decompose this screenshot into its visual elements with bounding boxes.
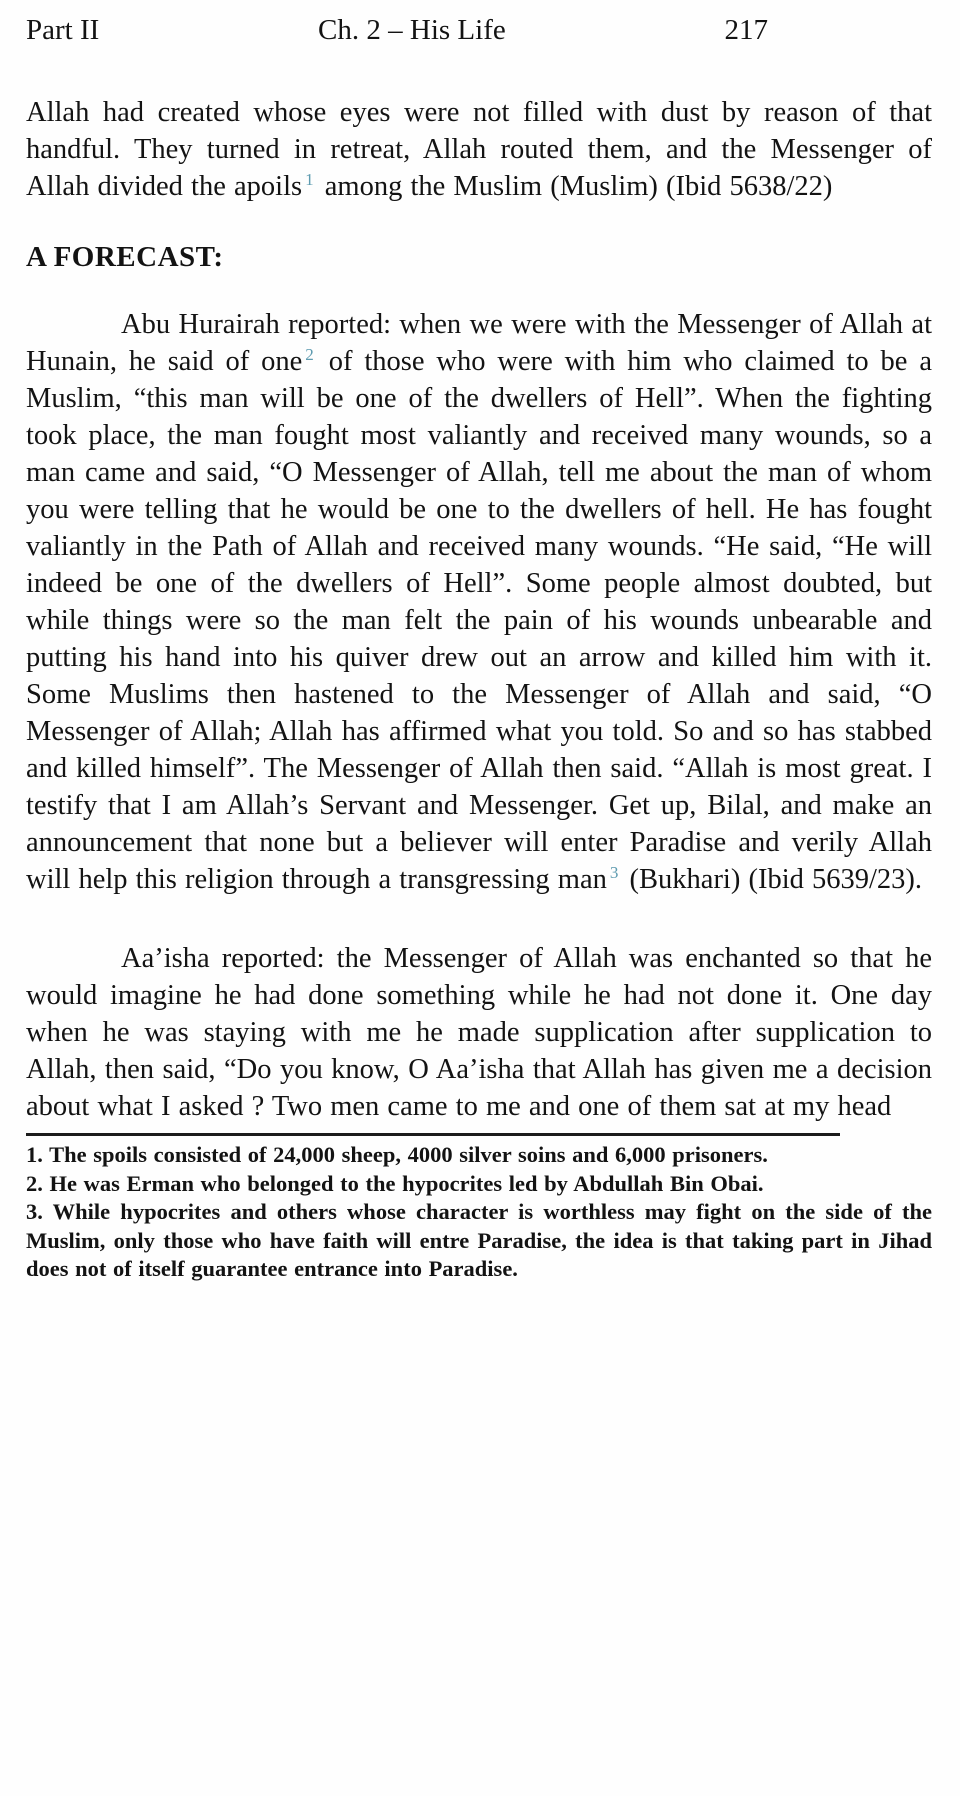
paragraph: Aa’isha reported: the Messenger of Allah was enchanted so that he would imagine he had done something while he had not done it. One day when he was staying with me he made supplication after supplication to Allah, then said, “Do you know, O Aa’isha that Allah has given me a decision about what I asked ? Two men came to me and one of them sat at my head bbox=[26, 943, 932, 1122]
footnote: 1. The spoils consisted of 24,000 sheep, 4000 silver soins and 6,000 prisoners. bbox=[26, 1142, 768, 1167]
footnote-reference: 1 bbox=[305, 169, 314, 189]
page-header bbox=[26, 12, 768, 48]
paragraph: Abu Hurairah reported: when we were with the Messenger of Allah at Hunain, he said of one $^2$ of those who were with him who claimed to be a Muslim, “this man will be one of the dwellers of Hell”. When the fighting took place, the man fought most valiantly and received many wounds, so a man came and said, “O Messenger of Allah, tell me about the man of whom you were telling that he would be one to the dwellers of hell. He has fought valiantly in the Path of Allah and received many wounds. “He said, “He will indeed be one of the dwellers of Hell”. Some people almost doubted, but while things were so the man felt the pain of his wounds unbearable and putting his hand into his quiver drew out an arrow and killed him with it. Some Muslims then hastened to the Messenger of Allah and said, “O Messenger of Allah; Allah has affirmed what you told. So and so has stabbed and killed himself”. The Messenger of Allah then said. “Allah is most great. I testify that I am Allah’s Servant and Messenger. Get up, Bilal, and make an announcement that none but a believer will enter Paradise and verily Allah will help this religion through a transgressing man $^3$ (Bukhari) (Ibid 5639/23). bbox=[26, 309, 932, 895]
footnote: 2. He was Erman who belonged to the hypocrites led by Abdullah Bin Obai. bbox=[26, 1170, 764, 1196]
chapter-title: Ch. 2 – His Life bbox=[318, 14, 506, 46]
footnote-divider bbox=[26, 1133, 840, 1136]
footnote-reference: 3 bbox=[609, 862, 619, 882]
paragraph: Allah had created whose eyes were not filled with dust by reason of that handful. They turned in retreat, Allah routed them, and the Messenger of Allah divided the apoils $^1$ among the Muslim (Muslim) (Ibid 5638/22) bbox=[26, 97, 932, 202]
section-heading: A FORECAST: bbox=[26, 241, 224, 273]
page-number: 217 bbox=[724, 14, 768, 46]
footnote-reference: 2 bbox=[305, 344, 314, 364]
part-label: Part II bbox=[26, 14, 100, 46]
footnote: 3. While hypocrites and others whose character is worthless may fight on the side of the Muslim, only those who have faith will entre Paradise, the idea is that taking part in Jihad does not of itself guarantee entrance into Paradise. bbox=[26, 1199, 932, 1281]
page-body bbox=[26, 94, 932, 1125]
footnotes-section bbox=[26, 1133, 932, 1284]
